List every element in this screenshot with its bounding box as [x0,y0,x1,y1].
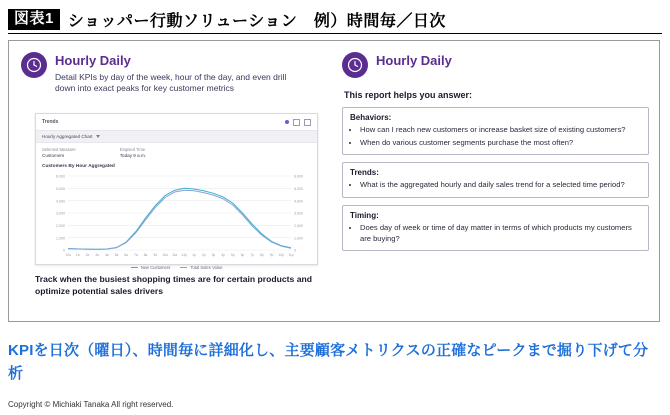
right-card-title: Hourly Daily [376,53,452,68]
svg-text:5,000: 5,000 [294,187,303,192]
summary-text: KPIを日次（曜日）、時間毎に詳細化し、主要顧客メトリクスの正確なピークまで掘り下げて分析 [8,342,649,382]
svg-text:2,000: 2,000 [294,224,303,229]
timing-list [350,223,641,244]
menu-icon [304,119,311,126]
legend-swatch [131,267,138,269]
svg-text:8a: 8a [143,253,148,258]
clock-icon [21,52,47,78]
svg-text:2,000: 2,000 [56,224,65,229]
list-item: • When do various customer segments purchase the most often? [360,138,641,149]
meta-label: Selected Measure [42,147,76,152]
left-card-header [21,51,331,95]
trends-label: Trends: [350,168,379,178]
screenshot-meta [36,143,317,160]
left-card [21,51,331,313]
svg-text:3,000: 3,000 [294,211,303,216]
list-item: • Does day of week or time of day matter in terms of which products my customers are buying? [360,223,641,244]
behaviors-box [342,107,649,155]
legend-swatch [180,267,187,269]
svg-text:1p: 1p [192,253,196,258]
svg-text:1,000: 1,000 [294,236,303,241]
legend-item [180,265,222,270]
chart-svg [42,172,313,264]
page-title [8,8,446,31]
svg-text:1,000: 1,000 [56,236,65,241]
svg-text:12a: 12a [65,253,71,258]
trends-box [342,162,649,198]
line-chart [42,172,311,264]
svg-text:11a: 11a [172,253,178,258]
svg-text:1a: 1a [75,253,80,258]
svg-text:9a: 9a [153,253,158,258]
svg-text:6a: 6a [124,253,128,258]
title-divider [8,33,662,34]
svg-text:7p: 7p [250,253,254,258]
svg-text:2p: 2p [201,253,206,258]
svg-text:4,000: 4,000 [294,199,303,204]
app-screenshot [35,113,318,271]
meta-value: Today 9 a.m. [119,153,147,159]
left-card-subtitle: Detail KPIs by day of the week, hour of the day, and even drill down into exact peaks for key customer metrics [55,71,287,94]
chart-title: Customers By Hour Aggregated [42,164,115,170]
behaviors-list [350,125,641,148]
chart-legend [36,265,317,270]
meta-item [42,147,76,160]
svg-text:10p: 10p [278,253,284,258]
left-card-caption: Track when the busiest shopping times are for certain products and optimize potential sales drivers [35,274,312,297]
meta-item [120,147,146,160]
svg-text:6p: 6p [240,253,245,258]
svg-text:5p: 5p [231,253,235,258]
trends-list [350,180,641,191]
svg-text:0: 0 [294,248,296,253]
figure-badge: 図表1 [8,9,60,31]
screenshot-titlebar [36,114,317,131]
svg-text:7a: 7a [134,253,138,258]
svg-text:5a: 5a [114,253,119,258]
clock-icon [342,52,368,78]
chevron-down-icon[interactable] [96,135,100,138]
svg-text:9p: 9p [269,253,274,258]
copyright-text: Copyright © Michiaki Tanaka All right reserved. [8,400,174,409]
left-card-title: Hourly Daily [55,53,131,68]
screenshot-filter-bar[interactable] [36,131,317,143]
svg-text:12p: 12p [181,253,188,258]
svg-text:4a: 4a [105,253,109,258]
screenshot-window-title: Trends [42,119,59,125]
right-card [342,51,649,313]
legend-label: Total Sales Value [190,265,223,271]
svg-text:3,000: 3,000 [56,211,65,216]
svg-text:4,000: 4,000 [56,199,65,204]
legend-item [131,265,171,270]
timing-label: Timing: [350,210,379,220]
figure-title: ショッパー行動ソリューション 例）時間毎／日次 [67,13,446,30]
svg-text:0: 0 [63,248,65,253]
status-dot-icon [285,120,289,124]
svg-text:4p: 4p [221,253,225,258]
svg-text:3a: 3a [95,253,99,258]
svg-text:3p: 3p [211,253,216,258]
svg-text:10a: 10a [162,253,168,258]
maximize-icon [293,119,300,126]
meta-label: Elapsed Time [119,147,146,152]
svg-text:6,000: 6,000 [56,174,65,179]
screenshot-window-controls [285,119,311,126]
svg-text:5,000: 5,000 [56,187,65,192]
meta-value: Customers [42,153,65,159]
legend-label: New Customers [140,265,171,271]
svg-text:6,000: 6,000 [294,174,303,179]
timing-box [342,205,649,251]
content-panel [8,40,660,322]
list-item: • What is the aggregated hourly and daily sales trend for a selected time period? [360,180,641,191]
svg-text:2a: 2a [85,253,90,258]
right-card-intro: This report helps you answer: [344,90,473,100]
right-card-header [342,51,649,78]
svg-text:11p: 11p [288,253,294,258]
filter-label: Hourly Aggregated Chart [42,134,93,139]
behaviors-label: Behaviors: [350,113,392,122]
list-item: • How can I reach new customers or increase basket size of existing customers? [360,125,641,136]
svg-text:8p: 8p [260,253,264,258]
